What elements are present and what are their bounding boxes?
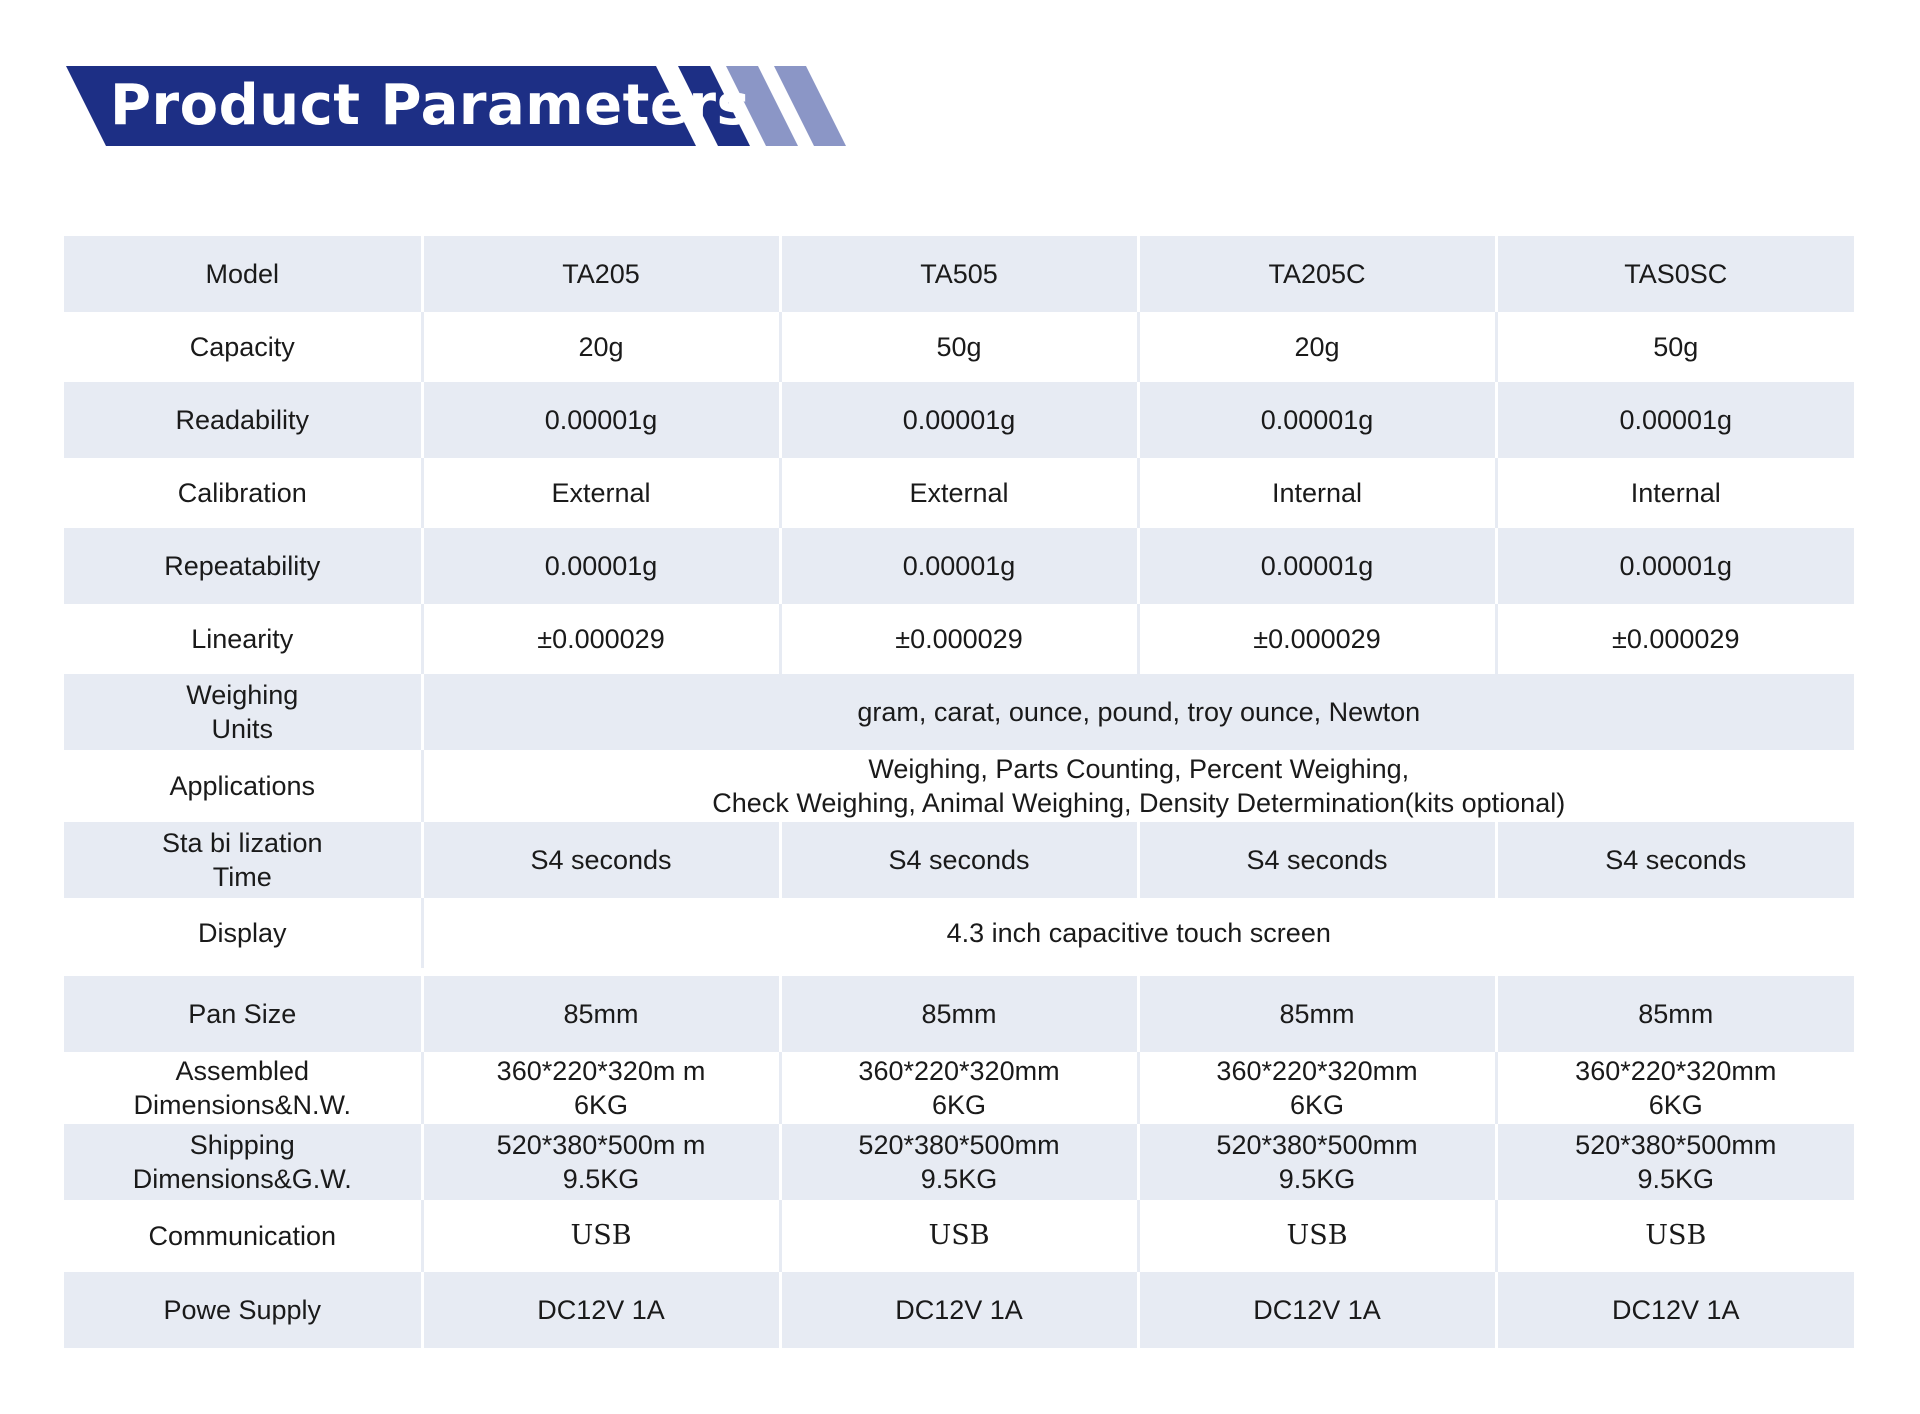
row-label: Capacity [64, 312, 422, 382]
cell-shipping [1496, 1124, 1854, 1200]
cell-calibration: Internal [1496, 458, 1854, 528]
cell-communication: USB [780, 1200, 1138, 1272]
cell-pan-size: 85mm [1496, 976, 1854, 1052]
cell-model: TA205C [1138, 236, 1496, 312]
dimension-value: 520*380*500mm [858, 1130, 1060, 1160]
row-label-line: Sta bi lization [161, 828, 323, 858]
table-row-applications [64, 750, 1854, 822]
weight-value: 9.5KG [1278, 1164, 1356, 1194]
dimension-value: 520*380*500mm [1216, 1130, 1418, 1160]
cell-readability: 0.00001g [1138, 382, 1496, 458]
cell-readability: 0.00001g [780, 382, 1138, 458]
cell-shipping [422, 1124, 780, 1200]
table-row-linearity [64, 604, 1854, 674]
cell-linearity: ±0.000029 [422, 604, 780, 674]
cell-capacity: 20g [422, 312, 780, 382]
cell-calibration: Internal [1138, 458, 1496, 528]
cell-repeatability: 0.00001g [1496, 528, 1854, 604]
cell-repeatability: 0.00001g [422, 528, 780, 604]
table-row-readability [64, 382, 1854, 458]
cell-stabilization: S4 seconds [1138, 822, 1496, 898]
row-label-line: Weighing [186, 680, 299, 710]
cell-communication: USB [1496, 1200, 1854, 1272]
row-label: Display [64, 898, 422, 968]
row-label-line: Shipping [189, 1130, 295, 1160]
cell-repeatability: 0.00001g [780, 528, 1138, 604]
cell-readability: 0.00001g [1496, 382, 1854, 458]
row-label-line: Units [211, 714, 273, 744]
cell-calibration: External [780, 458, 1138, 528]
row-label: Model [64, 236, 422, 312]
cell-power: DC12V 1A [780, 1272, 1138, 1348]
cell-communication: USB [422, 1200, 780, 1272]
dimension-value: 360*220*320m m [496, 1056, 706, 1086]
spec-table [64, 236, 1854, 1348]
cell-model: TA205 [422, 236, 780, 312]
dimension-value: 360*220*320mm [1216, 1056, 1418, 1086]
weight-value: 6KG [573, 1090, 629, 1120]
row-label: Powe Supply [64, 1272, 422, 1348]
cell-assembled [1496, 1052, 1854, 1124]
weight-value: 6KG [1648, 1090, 1703, 1120]
row-label: Applications [64, 750, 422, 822]
cell-stabilization: S4 seconds [780, 822, 1138, 898]
cell-model: TAS0SC [1496, 236, 1854, 312]
table-row-assembled [64, 1052, 1854, 1124]
cell-capacity: 20g [1138, 312, 1496, 382]
row-label: Pan Size [64, 976, 422, 1052]
table-row-shipping [64, 1124, 1854, 1200]
table-row-capacity [64, 312, 1854, 382]
dimension-value: 360*220*320mm [858, 1056, 1060, 1086]
cell-weighing-units: gram, carat, ounce, pound, troy ounce, Newton [422, 674, 1854, 750]
row-label [64, 1052, 422, 1124]
table-row-weighing-units [64, 674, 1854, 750]
dimension-value: 520*380*500mm [1575, 1130, 1777, 1160]
table-row-power-supply [64, 1272, 1854, 1348]
row-label-line: Dimensions&G.W. [132, 1164, 352, 1194]
weight-value: 6KG [1289, 1090, 1345, 1120]
dimension-value: 520*380*500m m [496, 1130, 706, 1160]
row-label-line: Time [212, 862, 272, 892]
table-row-display [64, 898, 1854, 968]
table-row-stabilization-time [64, 822, 1854, 898]
row-label: Readability [64, 382, 422, 458]
cell-capacity: 50g [1496, 312, 1854, 382]
table-row-model [64, 236, 1854, 312]
row-label [64, 1124, 422, 1200]
cell-shipping [1138, 1124, 1496, 1200]
cell-stabilization: S4 seconds [422, 822, 780, 898]
row-label [64, 674, 422, 750]
cell-power: DC12V 1A [1496, 1272, 1854, 1348]
spacer-cell [64, 968, 1854, 976]
cell-shipping [780, 1124, 1138, 1200]
cell-readability: 0.00001g [422, 382, 780, 458]
applications-line: Weighing, Parts Counting, Percent Weighing, [868, 754, 1410, 784]
weight-value: 9.5KG [920, 1164, 998, 1194]
weight-value: 9.5KG [562, 1164, 640, 1194]
cell-assembled [1138, 1052, 1496, 1124]
cell-assembled [422, 1052, 780, 1124]
cell-assembled [780, 1052, 1138, 1124]
cell-communication: USB [1138, 1200, 1496, 1272]
table-row-repeatability [64, 528, 1854, 604]
title-banner [66, 66, 846, 146]
cell-pan-size: 85mm [422, 976, 780, 1052]
cell-linearity: ±0.000029 [1496, 604, 1854, 674]
cell-power: DC12V 1A [422, 1272, 780, 1348]
table-row-calibration [64, 458, 1854, 528]
cell-model: TA505 [780, 236, 1138, 312]
weight-value: 9.5KG [1637, 1164, 1715, 1194]
cell-power: DC12V 1A [1138, 1272, 1496, 1348]
table-row-communication [64, 1200, 1854, 1272]
cell-applications [422, 750, 1854, 822]
page-title: Product Parameters [110, 73, 751, 138]
cell-repeatability: 0.00001g [1138, 528, 1496, 604]
cell-pan-size: 85mm [780, 976, 1138, 1052]
row-label: Communication [64, 1200, 422, 1272]
row-label: Calibration [64, 458, 422, 528]
weight-value: 6KG [931, 1090, 987, 1120]
row-label: Repeatability [64, 528, 422, 604]
cell-capacity: 50g [780, 312, 1138, 382]
cell-linearity: ±0.000029 [780, 604, 1138, 674]
cell-linearity: ±0.000029 [1138, 604, 1496, 674]
cell-display: 4.3 inch capacitive touch screen [422, 898, 1854, 968]
applications-line: Check Weighing, Animal Weighing, Density Determination(kits optional) [712, 788, 1566, 818]
table-spacer [64, 968, 1854, 976]
row-label-line: Assembled [175, 1056, 310, 1086]
cell-calibration: External [422, 458, 780, 528]
cell-stabilization: S4 seconds [1496, 822, 1854, 898]
row-label-line: Dimensions&N.W. [133, 1090, 352, 1120]
cell-pan-size: 85mm [1138, 976, 1496, 1052]
dimension-value: 360*220*320mm [1575, 1056, 1777, 1086]
table-row-pan-size [64, 976, 1854, 1052]
row-label: Linearity [64, 604, 422, 674]
row-label [64, 822, 422, 898]
